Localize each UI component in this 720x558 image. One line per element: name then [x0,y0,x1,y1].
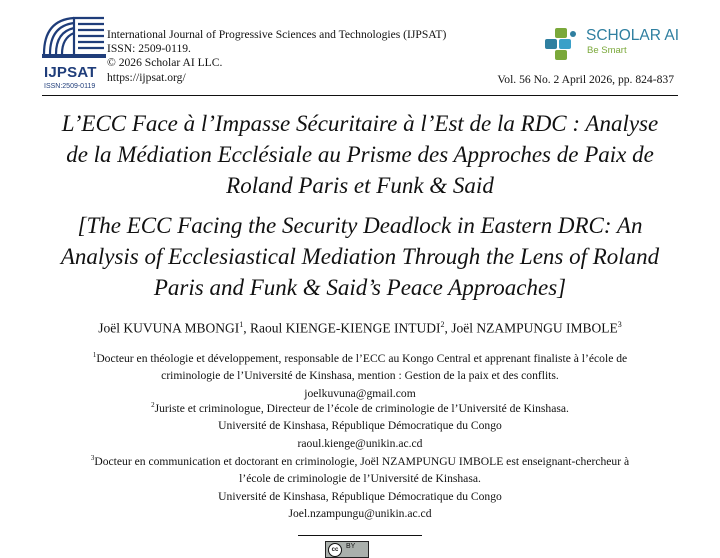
author-name: Joël NZAMPUNGU IMBOLE [451,320,618,336]
journal-copyright: © 2026 Scholar AI LLC. [107,56,223,70]
open-book-logo-icon [42,14,106,66]
footer-divider [298,535,422,536]
header-divider [42,95,678,96]
affiliation-mark: 1 [92,351,97,359]
author-name: Raoul KIENGE-KIENGE INTUDI [250,320,441,336]
title-english-line: Analysis of Ecclesiastical Mediation Through the Lens of Roland [60,244,660,269]
puzzle-pieces-icon [543,26,581,62]
journal-issn: ISSN: 2509-0119. [107,42,191,56]
author-name: Joël KUVUNA MBONGI [98,320,240,336]
author-mark: 2 [440,320,445,329]
scholar-ai-name: SCHOLAR AI [586,27,680,44]
author-list: Joël KUVUNA MBONGI$^1$, Raoul KIENGE-KIENGE INTUDI$^2$, Joël NZAMPUNGU IMBOLE$^3$ [98,320,622,336]
affiliation-text: l’école de criminologie de l’Université de Kinshasa. [239,472,481,486]
logo-issn-text: ISSN:2509-0119 [44,83,96,90]
affiliation-text: criminologie de l’Université de Kinshasa, mention : Gestion de la paix et des conflits. [161,369,559,383]
journal-info [107,28,446,85]
ijpsat-logo [42,14,108,90]
affiliation-email[interactable]: Joel.nzampungu@unikin.ac.cd [288,507,432,521]
affiliation-1 [30,347,690,402]
journal-name: International Journal of Progressive Sciences and Technologies (IJPSAT) [107,28,447,41]
title-french-line: de la Médiation Ecclésiale au Prisme des Approches de Paix de [66,142,654,167]
scholar-ai-tagline: Be Smart [587,45,627,56]
affiliation-text: Juriste et criminologue, Directeur de l’école de criminologie de l’Université de Kinshasa. [154,401,569,415]
affiliation-email[interactable]: joelkuvuna@gmail.com [304,386,416,400]
affiliation-mark: 3 [90,454,95,462]
title-english-line: Paris and Funk & Said’s Peace Approaches] [153,275,567,300]
affiliation-text: Université de Kinshasa, République Démocratique du Congo [218,489,502,503]
cc-icon: cc [328,543,342,557]
affiliation-3 [30,450,690,523]
affiliation-email[interactable]: raoul.kienge@unikin.ac.cd [297,436,423,450]
affiliation-text: Docteur en théologie et développement, responsable de l’ECC au Kongo Central et apprenant finaliste à l’école de [96,351,628,365]
author-mark: 1 [239,320,244,329]
title-english-line: [The ECC Facing the Security Deadlock in Eastern DRC: An [77,213,643,238]
affiliation-2 [30,397,690,452]
volume-info: Vol. 56 No. 2 April 2026, pp. 824-837 [497,73,674,86]
author-mark: 3 [617,320,622,329]
affiliation-text: Docteur en communication et doctorant en criminologie, Joël NZAMPUNGU IMBOLE est enseignant-chercheur à [94,454,630,468]
logo-brand-text: IJPSAT [44,64,97,81]
cc-by-label: BY [346,543,356,550]
title-english [20,210,700,303]
title-french-line: L’ECC Face à l’Impasse Sécuritaire à l’Est de la RDC : Analyse [61,111,659,136]
title-french-line: Roland Paris et Funk & Said [226,173,494,198]
title-french [20,108,700,201]
affiliation-text: Université de Kinshasa, République Démocratique du Congo [218,419,502,433]
scholar-ai-logo [543,26,683,62]
cc-by-license-badge[interactable] [325,541,369,558]
journal-url[interactable]: https://ijpsat.org/ [107,70,186,84]
affiliation-mark: 2 [151,401,155,409]
